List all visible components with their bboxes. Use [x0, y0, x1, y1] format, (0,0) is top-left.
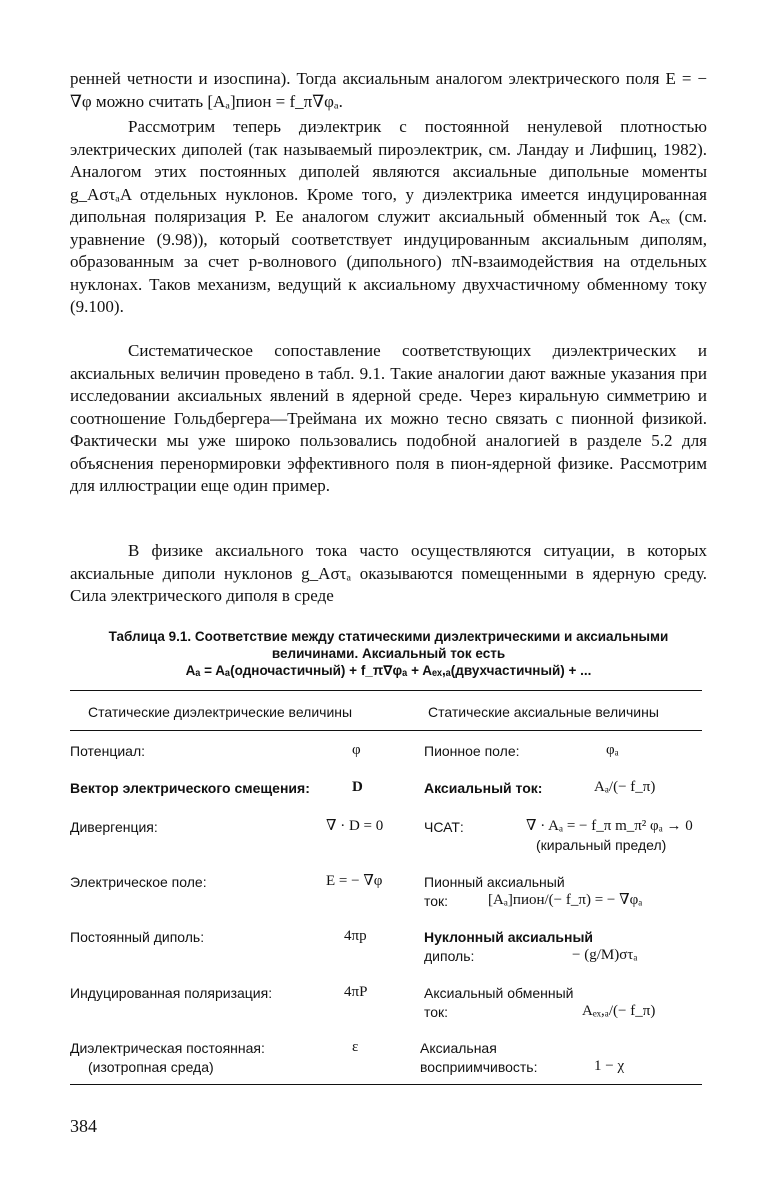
row-1-left-symbol: D: [352, 779, 363, 795]
row-2-right-label: ЧСАТ:: [424, 819, 464, 835]
table-top-rule: [70, 690, 702, 691]
row-0-right-label: Пионное поле:: [424, 743, 520, 759]
table-header-rule: [70, 730, 702, 731]
row-5-right-symbol: Aₑₓ,ₐ/(− f_π): [582, 1003, 656, 1019]
row-5-right-label: Аксиальный обменный: [424, 985, 574, 1001]
row-0-left-label: Потенциал:: [70, 743, 145, 759]
row-1-left-label: Вектор электрического смещения:: [70, 780, 310, 796]
row-1-right-label: Аксиальный ток:: [424, 780, 543, 796]
row-6-right-label-2: восприимчивость:: [420, 1059, 538, 1075]
row-6-left-label-2: (изотропная среда): [88, 1059, 214, 1075]
table-caption-line-2: Aₐ = Aₐ(одночастичный) + f_π∇φₐ + Aₑₓ,ₐ(двухчастичный) + ...: [185, 663, 592, 678]
row-5-left-label: Индуцированная поляризация:: [70, 985, 273, 1001]
paragraph-4: В физике аксиального тока часто осуществляются ситуации, в которых аксиальные диполи нуклонов g_Aστₐ оказываются помещенными в ядерную среду. Сила электрического диполя в среде: [70, 541, 707, 605]
row-4-right-label: Нуклонный аксиальный: [424, 929, 594, 945]
row-6-right-symbol: 1 − χ: [594, 1058, 625, 1074]
paragraph-3: Систематическое сопоставление соответствующих диэлектрических и аксиальных величин проведено в табл. 9.1. Такие аналогии дают важные указания при исследовании аксиальных явлений в ядерной среде. Через киральную симметрию и соотношение Гольдбергера—Треймана их можно тесно связать с пионной физикой. Фактически мы уже широко пользовались подобной аналогией в разделе 5.2 для объяснения перенормировки эффективного поля в пион-ядерной физике. Рассмотрим для иллюстрации еще один пример.: [70, 341, 707, 495]
row-4-right-symbol: − (g/M)στₐ: [572, 947, 638, 963]
row-2-right-note: (киральный предел): [536, 837, 667, 853]
row-3-right-label-2: ток:: [424, 893, 449, 909]
row-5-left-symbol: 4πP: [344, 984, 368, 1000]
row-3-right-label: Пионный аксиальный: [424, 874, 565, 890]
row-6-left-symbol: ε: [352, 1039, 359, 1055]
table-bottom-rule: [70, 1084, 702, 1085]
row-6-left-label: Диэлектрическая постоянная:: [70, 1040, 265, 1056]
table-caption-line-1: Таблица 9.1. Соответствие между статическими диэлектрическими и аксиальными величинами. Аксиальный ток есть: [108, 629, 669, 661]
row-0-left-symbol: φ: [352, 742, 361, 758]
paragraph-2: Рассмотрим теперь диэлектрик с постоянной ненулевой плотностью электрических диполей (так называемый пироэлектрик, см. Ландау и Лифшиц, 1982). Аналогом этих постоянных диполей являются аксиальные дипольные моменты g_AστₐA отдельных нуклонов. Кроме того, у диэлектрика имеется индуцированная дипольная поляризация P. Ее аналогом служит аксиальный обменный ток Aₑₓ (см. уравнение (9.98)), который соответствует индуцированным аксиальным диполям, образованным за счет p-волнового (дипольного) πN-взаимодействия на отдельных нуклонах. Таков механизм, ведущий к аксиальному двухчастичному обменному току (9.100).: [70, 117, 707, 316]
paragraph-1: ренней четности и изоспина). Тогда аксиальным аналогом электрического поля E = − ∇φ можно считать [Aₐ]пион = f_π∇φₐ.: [70, 69, 707, 111]
page-number: 384: [70, 1116, 97, 1136]
row-0-right-symbol: φₐ: [606, 742, 619, 758]
row-3-right-symbol: [Aₐ]пион/(− f_π) = − ∇φₐ: [488, 892, 643, 908]
row-2-left-label: Дивергенция:: [70, 819, 158, 835]
row-4-left-label: Постоянный диполь:: [70, 929, 205, 945]
row-3-left-symbol: E = − ∇φ: [326, 873, 383, 889]
table-caption: [70, 628, 707, 679]
row-3-left-label: Электрическое поле:: [70, 874, 207, 890]
table-header-axial: Статические аксиальные величины: [428, 704, 659, 720]
row-2-left-symbol: ∇ · D = 0: [326, 818, 384, 834]
table-header-dielectric: Статические диэлектрические величины: [88, 704, 353, 720]
row-4-right-label-2: диполь:: [424, 948, 475, 964]
row-1-right-symbol: Aₐ/(− f_π): [594, 779, 656, 795]
row-6-right-label: Аксиальная: [420, 1040, 497, 1056]
row-4-left-symbol: 4πp: [344, 928, 367, 944]
row-5-right-label-2: ток:: [424, 1004, 449, 1020]
row-2-right-symbol: ∇ · Aₐ = − f_π m_π² φₐ → 0: [526, 818, 693, 834]
